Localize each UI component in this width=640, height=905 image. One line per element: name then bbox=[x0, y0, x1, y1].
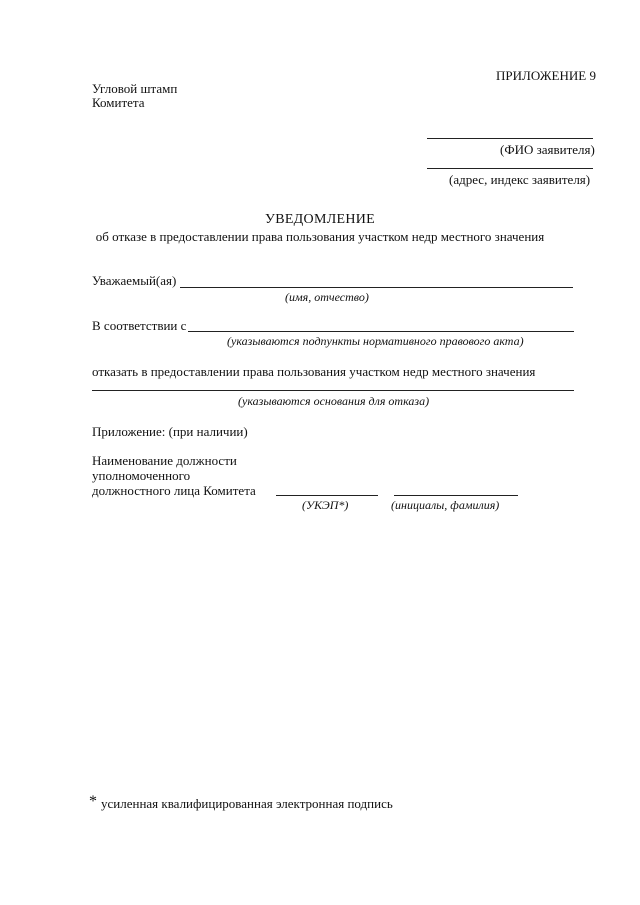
accordance-label: В соответствии с bbox=[92, 318, 187, 333]
appendix-label: ПРИЛОЖЕНИЕ 9 bbox=[496, 68, 596, 83]
applicant-address-caption: (адрес, индекс заявителя) bbox=[449, 172, 591, 187]
greeting-line bbox=[180, 287, 573, 288]
initials-line bbox=[394, 495, 518, 496]
corner-stamp-line1: Угловой штамп bbox=[92, 81, 178, 96]
footnote-mark: * bbox=[89, 793, 97, 810]
initials-caption: (инициалы, фамилия) bbox=[391, 498, 500, 512]
refuse-text: отказать в предоставлении права пользования участком недр местного значения bbox=[92, 364, 536, 379]
reasons-line bbox=[92, 390, 574, 391]
corner-stamp-line2: Комитета bbox=[92, 95, 145, 110]
attachment-label: Приложение: (при наличии) bbox=[92, 424, 248, 439]
footnote-text: усиленная квалифицированная электронная подпись bbox=[101, 796, 393, 811]
greeting-label: Уважаемый(ая) bbox=[92, 273, 177, 288]
applicant-address-line bbox=[427, 168, 593, 169]
accordance-caption: (указываются подпункты нормативного правового акта) bbox=[227, 334, 524, 348]
reasons-caption: (указываются основания для отказа) bbox=[238, 394, 430, 408]
signature-caption: (УКЭП*) bbox=[302, 498, 349, 512]
document-subtitle: об отказе в предоставлении права пользования участком недр местного значения bbox=[95, 229, 545, 244]
applicant-name-caption: (ФИО заявителя) bbox=[500, 142, 595, 157]
applicant-name-line bbox=[427, 138, 593, 139]
signature-line bbox=[276, 495, 378, 496]
greeting-caption: (имя, отчество) bbox=[285, 290, 369, 304]
accordance-line bbox=[188, 331, 574, 332]
official-position-line3: должностного лица Комитета bbox=[92, 483, 256, 498]
document-title: УВЕДОМЛЕНИЕ bbox=[264, 212, 376, 227]
official-position-line1: Наименование должности bbox=[92, 453, 237, 468]
official-position-line2: уполномоченного bbox=[92, 468, 191, 483]
